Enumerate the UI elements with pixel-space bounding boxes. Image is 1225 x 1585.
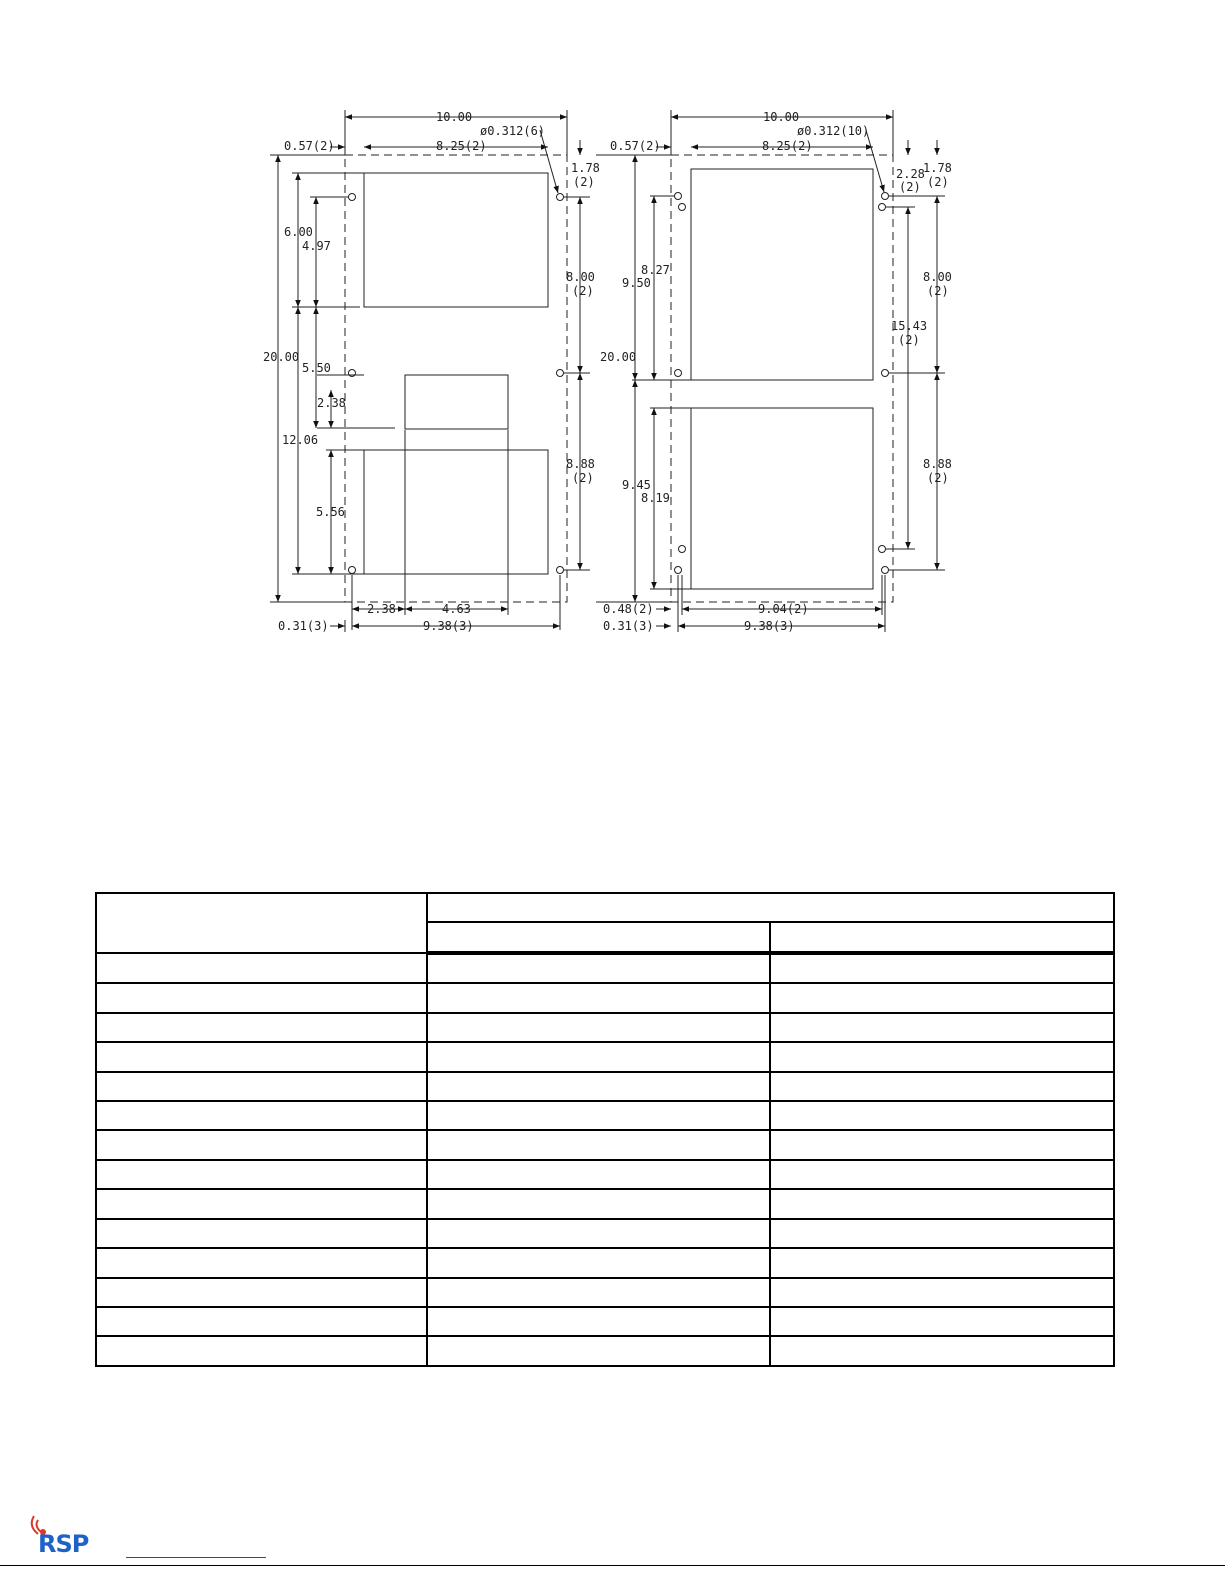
- table-cell: [96, 1336, 427, 1366]
- table-cell: [427, 1248, 770, 1277]
- dim-label: (2): [927, 175, 949, 189]
- rsp-logo: [24, 1512, 104, 1562]
- dim-label: 9.38(3): [744, 619, 795, 633]
- table-cell: [770, 1160, 1114, 1189]
- table-cell: [427, 1307, 770, 1336]
- dim-label: (2): [927, 471, 949, 485]
- dim-label: 8.27: [641, 263, 670, 277]
- table-cell: [96, 1278, 427, 1307]
- table-cell: [770, 1101, 1114, 1130]
- window-middle-left: [405, 375, 508, 429]
- table-cell: [427, 1219, 770, 1248]
- table-cell: [770, 1307, 1114, 1336]
- table-cell: [770, 1336, 1114, 1366]
- drawing-left-labels: [263, 110, 600, 633]
- spec-table: [95, 892, 1115, 1367]
- table-cell: [427, 1130, 770, 1159]
- mount-hole: [557, 567, 564, 574]
- dim-label: 0.48(2): [603, 602, 654, 616]
- table-cell: [427, 983, 770, 1012]
- table-cell: [96, 1130, 427, 1159]
- footer-link[interactable]: [126, 1553, 266, 1558]
- table-row: [96, 1278, 1114, 1307]
- dim-label: 8.00: [566, 270, 595, 284]
- dim-label: 9.45: [622, 478, 651, 492]
- table-row: [96, 1042, 1114, 1071]
- mount-hole: [349, 194, 356, 201]
- table-cell: [427, 1072, 770, 1101]
- table-row: [96, 1013, 1114, 1042]
- table-cell: [96, 1042, 427, 1071]
- dim-label: (2): [927, 284, 949, 298]
- table-row: [96, 1072, 1114, 1101]
- dim-label: 1.78: [571, 161, 600, 175]
- mount-hole: [882, 567, 889, 574]
- table-row: [96, 1189, 1114, 1218]
- table-row: [96, 1130, 1114, 1159]
- panel-outline-right: [671, 155, 893, 602]
- window-top-left: [364, 173, 548, 307]
- table-cell: [96, 1101, 427, 1130]
- dim-label: (2): [899, 180, 921, 194]
- dimension-drawings: [0, 0, 1225, 680]
- table-row: [96, 1336, 1114, 1366]
- dim-label: 5.50: [302, 361, 331, 375]
- table-header-row: [96, 893, 1114, 922]
- table-cell: [770, 953, 1114, 983]
- table-cell: [427, 1013, 770, 1042]
- dim-label: 8.25(2): [762, 139, 813, 153]
- table-header-cell: [96, 893, 427, 953]
- table-cell: [770, 1219, 1114, 1248]
- dim-label: (2): [572, 471, 594, 485]
- table-cell: [770, 1248, 1114, 1277]
- dim-label: 8.88: [566, 457, 595, 471]
- table-header-cell: [770, 922, 1114, 952]
- dim-label: 9.38(3): [423, 619, 474, 633]
- table-cell: [427, 953, 770, 983]
- dim-label: (2): [898, 333, 920, 347]
- table-cell: [770, 1013, 1114, 1042]
- table-cell: [96, 1219, 427, 1248]
- table-cell: [770, 983, 1114, 1012]
- dim-label: 8.25(2): [436, 139, 487, 153]
- window-bottom-right: [691, 408, 873, 589]
- footer-divider: [0, 1565, 1225, 1566]
- mount-hole: [349, 567, 356, 574]
- dim-label: 2.38: [367, 602, 396, 616]
- dim-label: 0.57(2): [610, 139, 661, 153]
- table-header-cell: [427, 922, 770, 952]
- table-row: [96, 953, 1114, 983]
- table-cell: [427, 1278, 770, 1307]
- dim-label: 20.00: [600, 350, 637, 364]
- dim-label: 9.04(2): [758, 602, 809, 616]
- spec-table-body: [96, 893, 1114, 1366]
- table-cell: [770, 1278, 1114, 1307]
- table-row: [96, 1219, 1114, 1248]
- table-cell: [96, 953, 427, 983]
- table-cell: [96, 1248, 427, 1277]
- logo-text: RSP: [38, 1530, 89, 1558]
- mount-hole: [882, 370, 889, 377]
- dim-label: 2.38: [317, 396, 346, 410]
- mount-hole: [879, 546, 886, 553]
- table-cell: [427, 1160, 770, 1189]
- table-row: [96, 983, 1114, 1012]
- table-cell: [770, 1130, 1114, 1159]
- dim-label: 15.43: [891, 319, 928, 333]
- table-cell: [427, 1101, 770, 1130]
- table-cell: [770, 1189, 1114, 1218]
- dim-label: 0.31(3): [278, 619, 329, 633]
- table-cell: [96, 1160, 427, 1189]
- table-row: [96, 1160, 1114, 1189]
- table-cell: [770, 1072, 1114, 1101]
- dim-label: 8.88: [923, 457, 952, 471]
- mount-hole: [675, 193, 682, 200]
- mount-hole: [679, 546, 686, 553]
- table-cell: [96, 1307, 427, 1336]
- mount-hole: [675, 370, 682, 377]
- mount-hole: [879, 204, 886, 211]
- table-row: [96, 1248, 1114, 1277]
- table-cell: [96, 1013, 427, 1042]
- dim-label: (2): [573, 175, 595, 189]
- dim-label: 0.57(2): [284, 139, 335, 153]
- dim-label: 12.06: [282, 433, 319, 447]
- dim-label: 2.28: [896, 167, 925, 181]
- panel-outline-left: [345, 155, 567, 602]
- dim-label: 1.78: [923, 161, 952, 175]
- dim-label: 8.00: [923, 270, 952, 284]
- dim-label: 20.00: [263, 350, 300, 364]
- window-top-right: [691, 169, 873, 380]
- table-header-cell: [427, 893, 1114, 922]
- table-cell: [427, 1336, 770, 1366]
- table-row: [96, 1307, 1114, 1336]
- table-cell: [427, 1042, 770, 1071]
- mount-hole: [557, 194, 564, 201]
- drawing-right-labels: [600, 110, 952, 633]
- dim-label: ø0.312(10): [797, 124, 870, 138]
- table-cell: [96, 1072, 427, 1101]
- table-cell: [96, 983, 427, 1012]
- dim-label: 4.63: [442, 602, 471, 616]
- dim-label: 0.31(3): [603, 619, 654, 633]
- dim-label: 4.97: [302, 239, 331, 253]
- drawing-right: [596, 110, 945, 632]
- dim-label: 9.50: [622, 276, 651, 290]
- window-bottom-left: [364, 450, 548, 574]
- table-row: [96, 1101, 1114, 1130]
- dim-label: 10.00: [763, 110, 800, 124]
- table-cell: [96, 1189, 427, 1218]
- dim-label: 8.19: [641, 491, 670, 505]
- mount-hole: [675, 567, 682, 574]
- table-cell: [770, 1042, 1114, 1071]
- mount-hole: [882, 193, 889, 200]
- dim-label: 10.00: [436, 110, 473, 124]
- mount-hole: [679, 204, 686, 211]
- dim-label: ø0.312(6): [480, 124, 546, 138]
- mount-hole: [557, 370, 564, 377]
- dim-label: 6.00: [284, 225, 313, 239]
- dim-label: 5.56: [316, 505, 345, 519]
- table-cell: [427, 1189, 770, 1218]
- dim-label: (2): [572, 284, 594, 298]
